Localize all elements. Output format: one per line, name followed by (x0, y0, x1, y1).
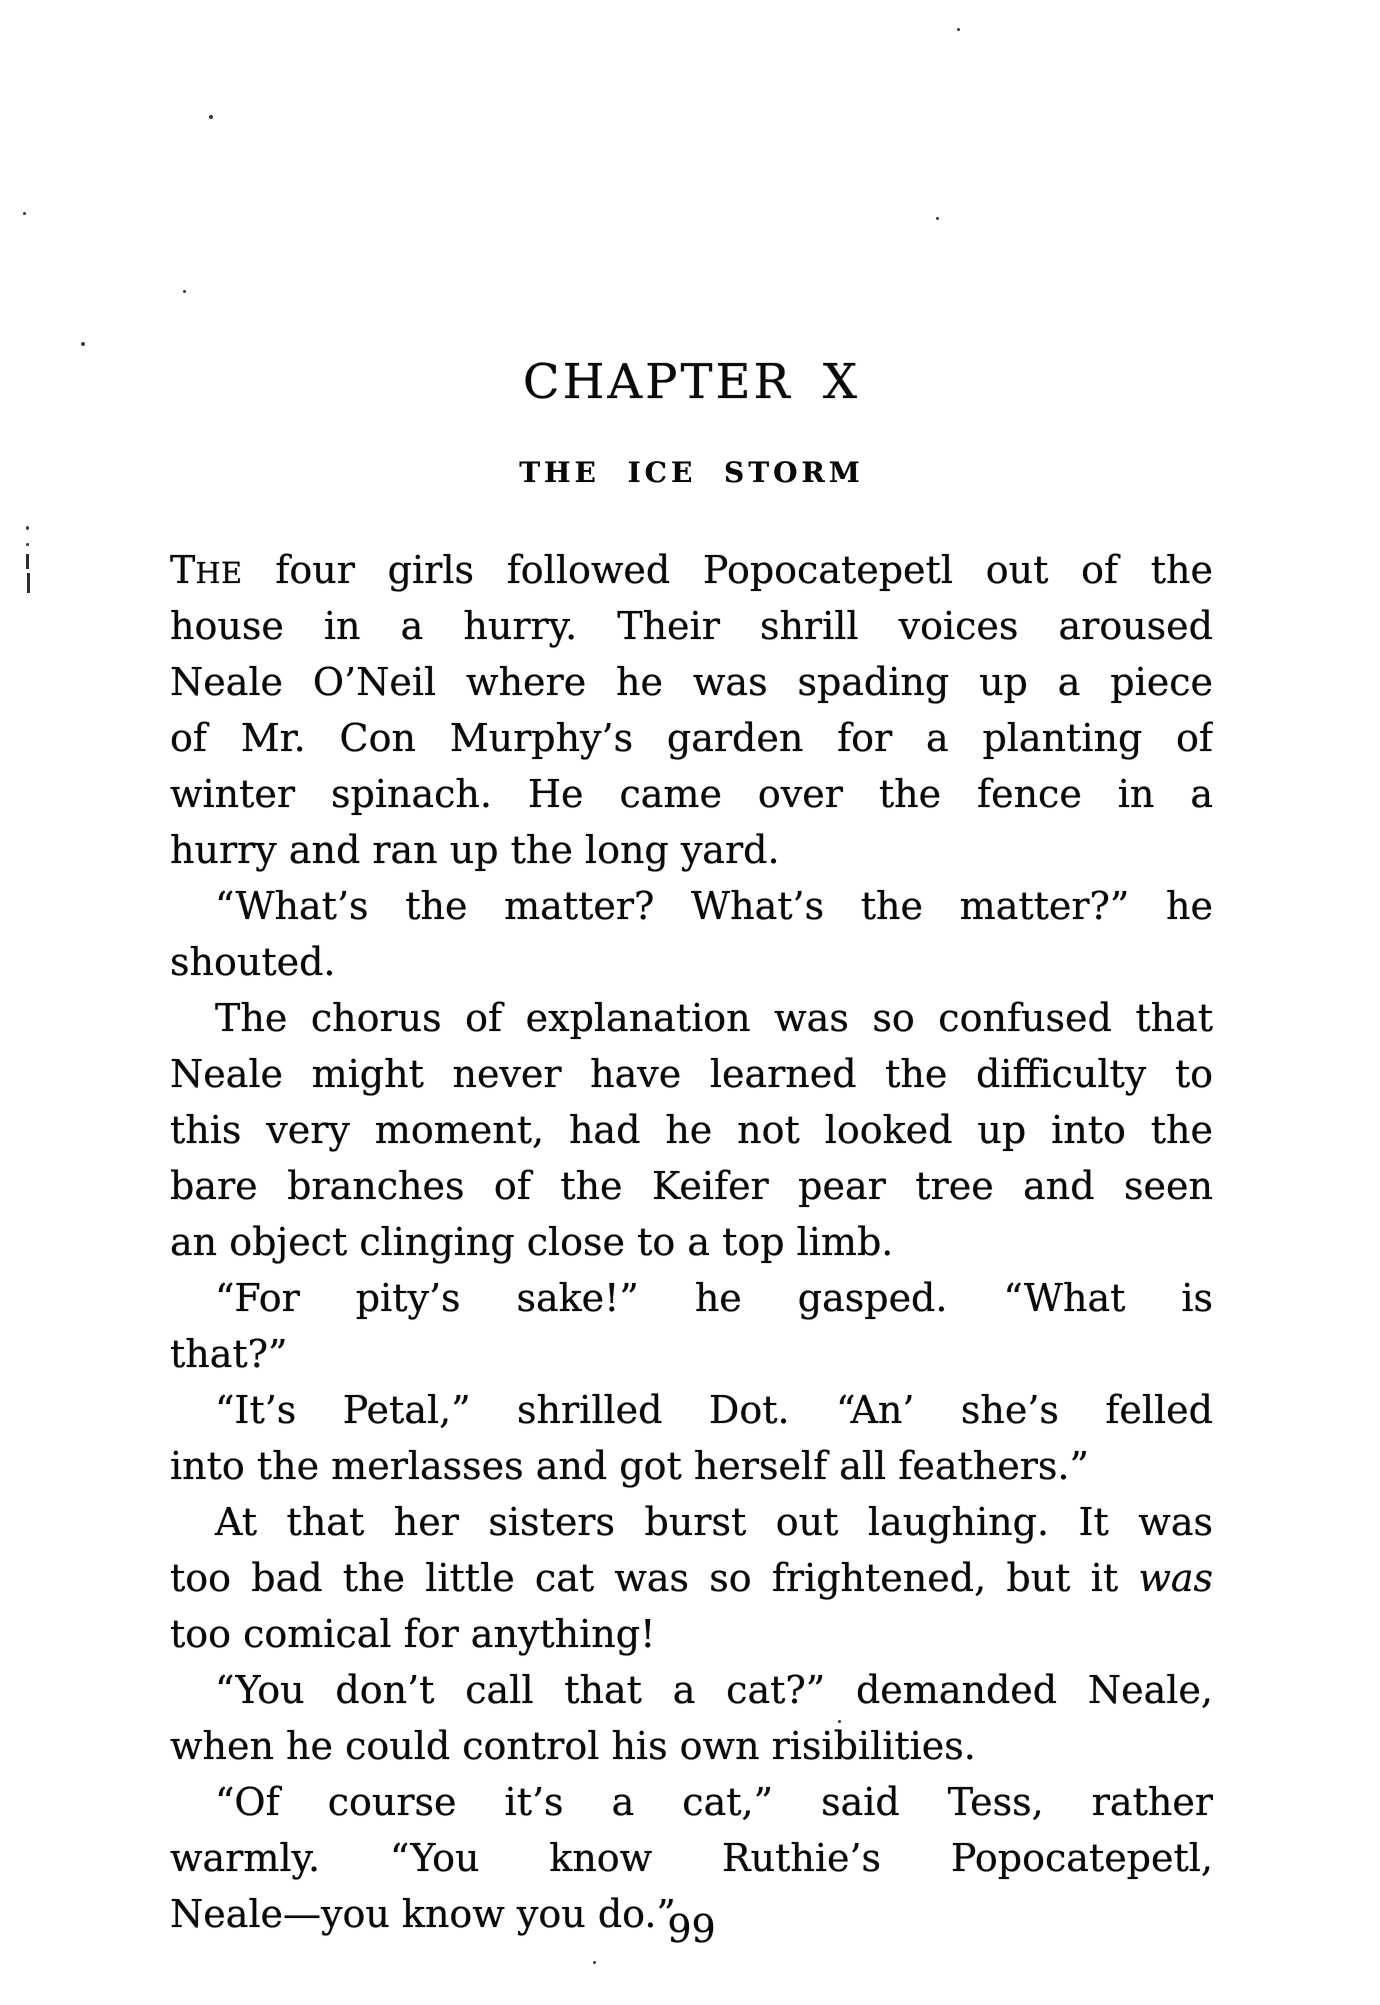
text-line (170, 1774, 1213, 1830)
text-segment: hurry and ran up the long yard. (170, 828, 780, 872)
text-segment: of Mr. Con Murphy’s garden for a planting of (170, 716, 1213, 760)
paragraph (170, 1270, 1213, 1382)
text-segment: Neale might never have learned the difficulty to (170, 1052, 1213, 1096)
text-line (170, 934, 1213, 990)
text-segment: shouted. (170, 940, 336, 984)
text-line (170, 1102, 1213, 1158)
text-segment: this very moment, had he not looked up into the (170, 1108, 1213, 1152)
text-line (170, 654, 1213, 710)
text-segment: when he could control his own risibilities. (170, 1724, 976, 1768)
scan-speck (183, 290, 186, 293)
text-line (170, 878, 1213, 934)
text-segment: At that her sisters burst out laughing. It was (215, 1500, 1213, 1544)
text-segment: four girls followed Popocatepetl out of the (242, 548, 1213, 592)
text-line (170, 822, 1213, 878)
text-line (170, 1046, 1213, 1102)
paragraph (170, 1494, 1213, 1662)
text-segment: bare branches of the Keifer pear tree and seen (170, 1164, 1213, 1208)
text-segment: too bad the little cat was so frightened, but it (170, 1556, 1139, 1600)
text-segment: “What’s the matter? What’s the matter?” he (215, 884, 1213, 928)
scan-speck (593, 1961, 596, 1964)
text-line (170, 710, 1213, 766)
text-line (170, 1270, 1213, 1326)
text-segment: into the merlasses and got herself all feathers.” (170, 1444, 1089, 1488)
text-segment: winter spinach. He came over the fence in a (170, 772, 1213, 816)
scan-speck (838, 1720, 841, 1723)
text-segment: “You don’t call that a cat?” demanded Neale, (215, 1668, 1213, 1712)
text-segment: an object clinging close to a top limb. (170, 1220, 894, 1264)
text-line (170, 1382, 1213, 1438)
paragraph (170, 1662, 1213, 1774)
text-segment: “For pity’s sake!” he gasped. “What is (215, 1276, 1213, 1320)
scan-mark (27, 573, 30, 593)
text-segment: The chorus of explanation was so confused that (215, 996, 1213, 1040)
text-line (170, 1606, 1213, 1662)
text-segment: “Of course it’s a cat,” said Tess, rather (215, 1780, 1213, 1824)
paragraph (170, 542, 1213, 878)
scan-speck (957, 28, 960, 31)
body-text (170, 542, 1213, 1942)
text-line (170, 1158, 1213, 1214)
scan-speck (26, 543, 29, 546)
paragraph (170, 1382, 1213, 1494)
chapter-heading: CHAPTER X (522, 354, 861, 410)
paragraph (170, 878, 1213, 990)
text-segment: that?” (170, 1332, 288, 1376)
text-segment: Neale O’Neil where he was spading up a piece (170, 660, 1213, 704)
text-line (170, 1830, 1213, 1886)
scan-speck (81, 342, 85, 346)
text-line (170, 542, 1213, 598)
text-segment: too comical for anything! (170, 1612, 656, 1656)
text-segment: warmly. “You know Ruthie’s Popocatepetl, (170, 1836, 1213, 1880)
text-line (170, 766, 1213, 822)
text-segment: T (170, 548, 196, 592)
text-line (170, 1718, 1213, 1774)
text-segment: house in a hurry. Their shrill voices aroused (170, 604, 1213, 648)
scan-speck (936, 217, 939, 220)
text-segment: “It’s Petal,” shrilled Dot. “An’ she’s felled (215, 1388, 1213, 1432)
text-line (170, 1662, 1213, 1718)
text-segment: Neale—you know you do.” (170, 1892, 676, 1936)
text-line (170, 598, 1213, 654)
small-caps-text: HE (195, 556, 243, 590)
scan-speck (23, 212, 26, 215)
text-line (170, 1550, 1213, 1606)
scan-speck (209, 115, 213, 119)
page-number: 99 (667, 1907, 716, 1951)
text-line (170, 990, 1213, 1046)
text-line (170, 1438, 1213, 1494)
text-line (170, 1326, 1213, 1382)
text-line (170, 1214, 1213, 1270)
chapter-subtitle: THE ICE STORM (519, 456, 864, 489)
italic-text: was (1138, 1556, 1213, 1600)
text-line (170, 1494, 1213, 1550)
scan-speck (26, 526, 29, 530)
paragraph (170, 990, 1213, 1270)
scan-mark (26, 554, 29, 569)
